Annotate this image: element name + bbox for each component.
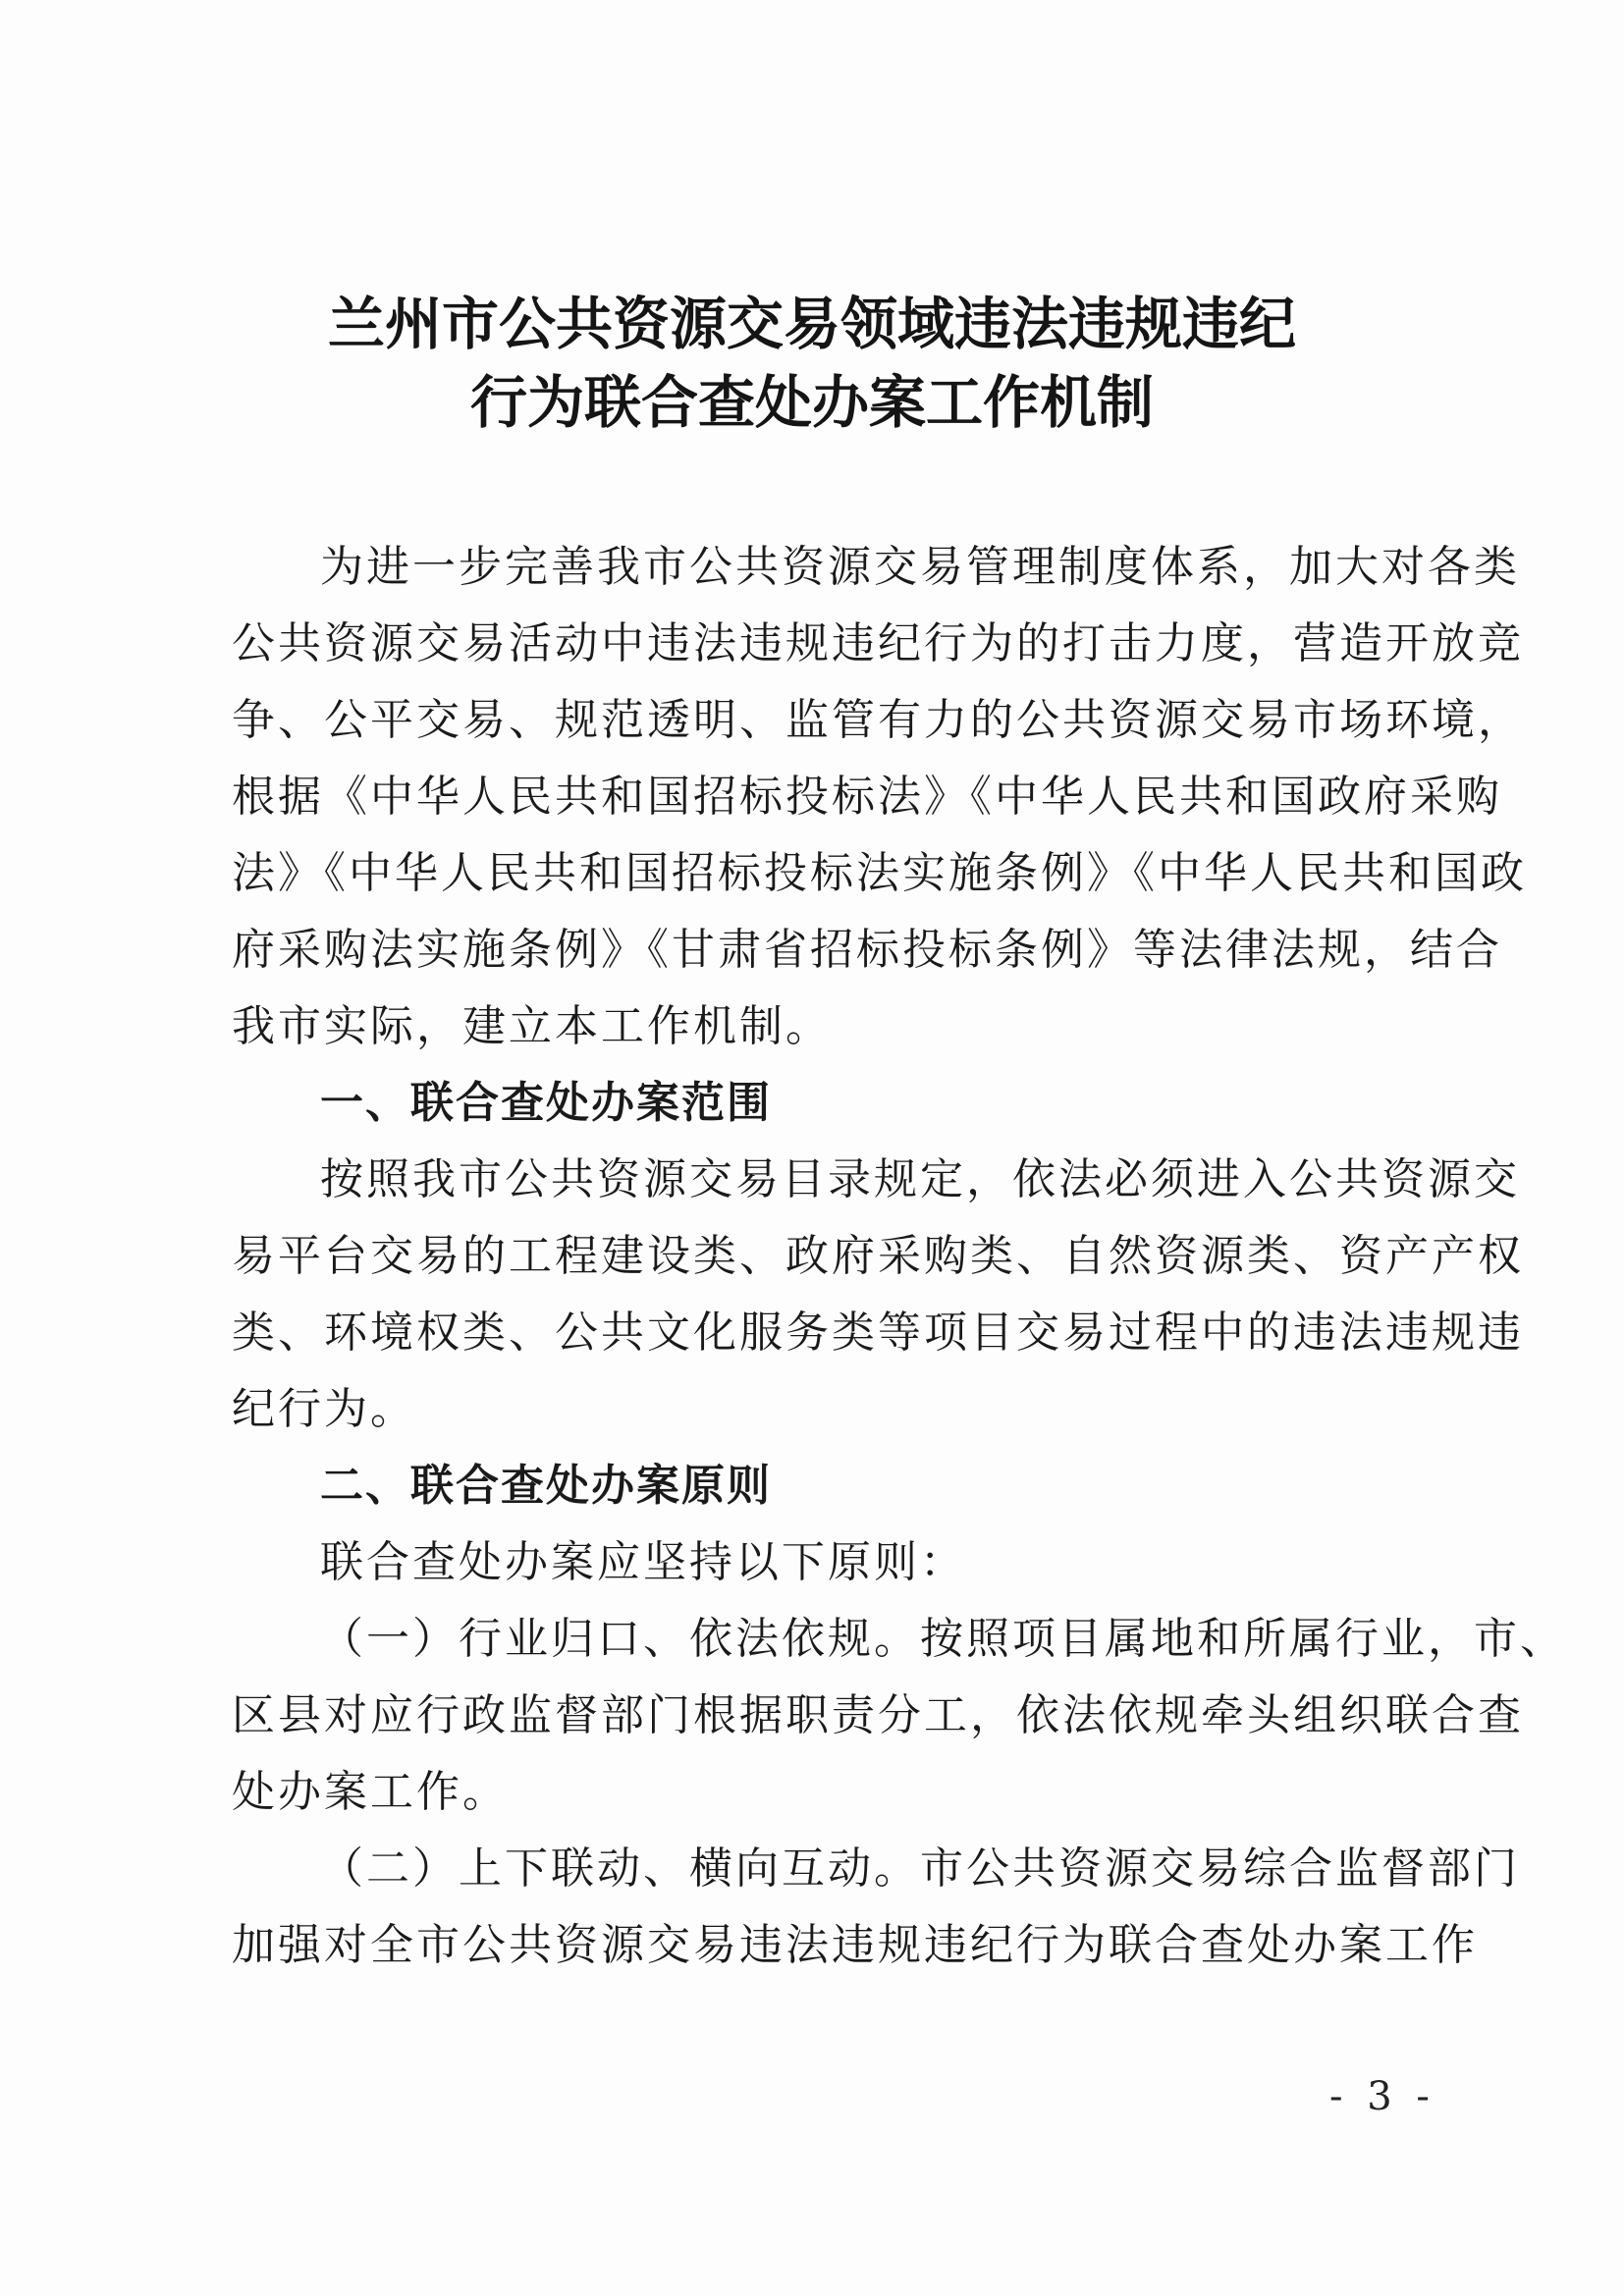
section-heading-2: 二、联合查处办案原则 (320, 1461, 772, 1511)
paragraph-line: 公共资源交易活动中违法违规违纪行为的打击力度，营造开放竞 (232, 618, 1524, 668)
paragraph-line: 纪行为。 (232, 1384, 416, 1434)
paragraph-line: 处办案工作。 (232, 1767, 509, 1817)
paragraph-line: 易平台交易的工程建设类、政府采购类、自然资源类、资产产权 (232, 1231, 1524, 1281)
paragraph-line: （二）上下联动、横向互动。市公共资源交易综合监督部门 (320, 1843, 1520, 1894)
paragraph-line: 府采购法实施条例》《甘肃省招标投标条例》等法律法规，结合 (232, 925, 1502, 975)
paragraph-line: 加强对全市公共资源交易违法违规违纪行为联合查处办案工作 (232, 1920, 1478, 1970)
paragraph-line: 联合查处办案应坚持以下原则： (320, 1537, 966, 1587)
paragraph-line: 按照我市公共资源交易目录规定，依法必须进入公共资源交 (320, 1154, 1520, 1204)
paragraph-line: 法》《中华人民共和国招标投标法实施条例》《中华人民共和国政 (232, 848, 1527, 898)
section-heading-1: 一、联合查处办案范围 (320, 1078, 772, 1128)
document-title-line-1: 兰州市公共资源交易领域违法违规违纪 (327, 291, 1296, 357)
paragraph-line: 为进一步完善我市公共资源交易管理制度体系，加大对各类 (320, 542, 1520, 592)
paragraph-line: 争、公平交易、规范透明、监管有力的公共资源交易市场环境， (232, 695, 1524, 745)
paragraph-line: 我市实际，建立本工作机制。 (232, 1001, 832, 1051)
document-title-line-2: 行为联合查处办案工作机制 (469, 369, 1154, 436)
paragraph-line: 根据《中华人民共和国招标投标法》《中华人民共和国政府采购 (232, 772, 1502, 822)
paragraph-line: 区县对应行政监督部门根据职责分工，依法依规牵头组织联合查 (232, 1690, 1524, 1740)
paragraph-line: 类、环境权类、公共文化服务类等项目交易过程中的违法违规违 (232, 1308, 1524, 1358)
page-number: - 3 - (1329, 2074, 1435, 2119)
paragraph-line: （一）行业归口、依法依规。按照项目属地和所属行业，市、 (320, 1614, 1566, 1664)
